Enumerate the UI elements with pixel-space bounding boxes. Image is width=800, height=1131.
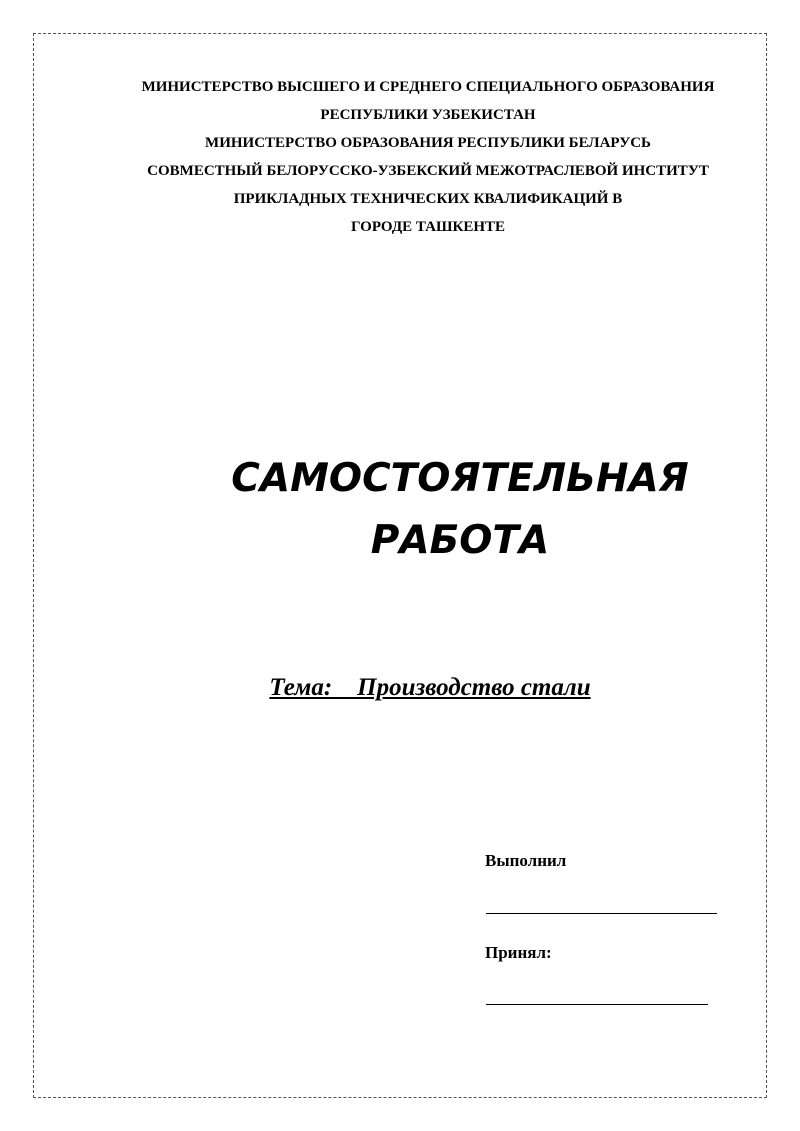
- header-line: РЕСПУБЛИКИ УЗБЕКИСТАН: [320, 107, 536, 123]
- header-line: ГОРОДЕ ТАШКЕНТЕ: [350, 219, 506, 235]
- title-line-1: САМОСТОЯТЕЛЬНАЯ: [231, 456, 689, 501]
- completed-by-signature-line: [486, 913, 717, 914]
- accepted-by-label: Принял:: [485, 943, 552, 962]
- title-line-2: РАБОТА: [370, 518, 550, 563]
- completed-by-label: Выполнил: [485, 851, 567, 870]
- accepted-by-signature-line: [486, 1004, 708, 1005]
- header-line: СОВМЕСТНЫЙ БЕЛОРУССКО-УЗБЕКСКИЙ МЕЖОТРАСЛЕВОЙ ИНСТИТУТ: [147, 163, 709, 179]
- theme-line: Тема: Производство стали: [269, 674, 591, 701]
- header-line: МИНИСТЕРСТВО ОБРАЗОВАНИЯ РЕСПУБЛИКИ БЕЛАРУСЬ: [205, 135, 651, 151]
- header-line: МИНИСТЕРСТВО ВЫСШЕГО И СРЕДНЕГО СПЕЦИАЛЬНОГО ОБРАЗОВАНИЯ: [141, 79, 715, 95]
- institution-header: [100, 73, 756, 241]
- document-title: [180, 448, 700, 572]
- header-line: ПРИКЛАДНЫХ ТЕХНИЧЕСКИХ КВАЛИФИКАЦИЙ В: [233, 191, 623, 207]
